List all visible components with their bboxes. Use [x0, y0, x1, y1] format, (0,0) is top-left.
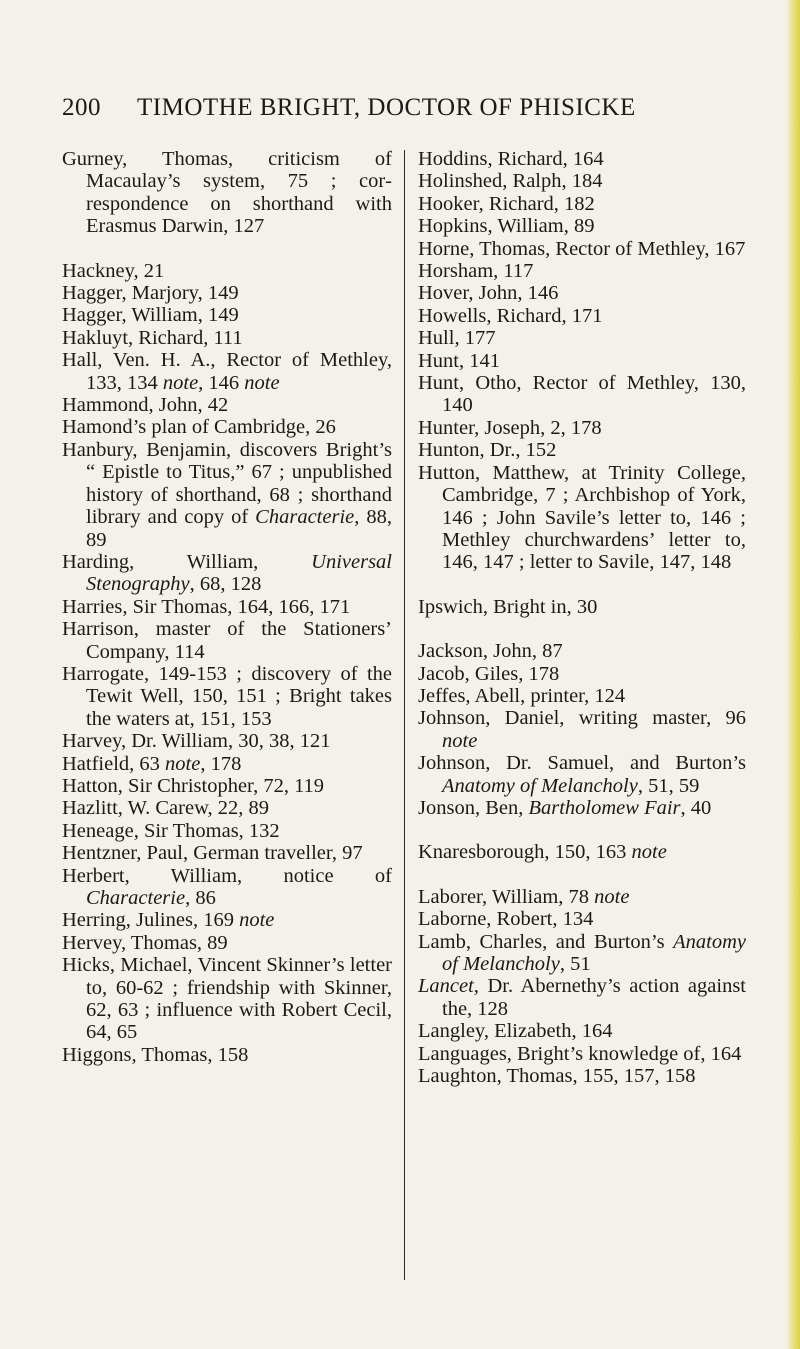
index-entry: Hagger, William, 149	[62, 304, 239, 327]
index-entry: Hover, John, 146	[418, 282, 559, 305]
index-entry: Hicks, Michael, Vincent Skinner’s letter to, 60-62 ; friendship with Skinner, 62, 63 ; influence with Robert Cecil, 64, 65	[62, 954, 392, 1044]
index-entry: Horsham, 117	[418, 260, 534, 283]
index-entry: Johnson, Daniel, writing master, 96 note	[418, 707, 746, 752]
index-entry: Hagger, Marjory, 149	[62, 282, 239, 305]
index-entry: Hanbury, Benjamin, discovers Bright’s “ Epistle to Titus,” 67 ; unpublished history of shorthand, 68 ; shorthand library and copy of Characterie, 88, 89	[62, 438, 392, 551]
index-entry: Horne, Thomas, Rector of Methley, 167	[418, 237, 746, 260]
index-entry: Hunt, 141	[418, 349, 500, 372]
index-entry: Hentzner, Paul, German traveller, 97	[62, 842, 363, 865]
index-entry: Hackney, 21	[62, 259, 165, 282]
index-entry: Hazlitt, W. Carew, 22, 89	[62, 797, 270, 820]
index-entry: Hervey, Thomas, 89	[62, 931, 228, 954]
index-entry: Laborer, William, 78 note	[418, 885, 630, 908]
column-divider	[404, 150, 405, 1280]
index-entry: Lancet, Dr. Abernethy’s action against the, 128	[418, 975, 746, 1020]
index-entry: Hatfield, 63 note, 178	[62, 752, 242, 775]
index-entry: Hooker, Richard, 182	[418, 192, 595, 215]
index-entry: Laughton, Thomas, 155, 157, 158	[418, 1065, 696, 1088]
index-entry: Hull, 177	[418, 327, 496, 350]
index-entry: Harrison, master of the Stationers’ Company, 114	[62, 618, 392, 663]
index-entry: Harries, Sir Thomas, 164, 166, 171	[62, 595, 351, 618]
page-edge	[786, 0, 800, 1349]
index-entry: Jacob, Giles, 178	[418, 662, 560, 685]
index-entry: Harrogate, 149-153 ; discovery of the Tewit Well, 150, 151 ; Bright takes the waters at, 151, 153	[62, 662, 392, 730]
running-header	[62, 94, 762, 122]
index-entry: Hunton, Dr., 152	[418, 439, 557, 462]
index-entry: Hakluyt, Richard, 111	[62, 326, 243, 349]
index-entry: Howells, Richard, 171	[418, 304, 603, 327]
index-entry: Hopkins, William, 89	[418, 215, 595, 238]
index-entry: Herring, Julines, 169 note	[62, 909, 275, 932]
index-entry: Hunt, Otho, Rector of Methley, 130, 140	[418, 372, 746, 417]
index-entry: Herbert, William, notice of Characterie, 86	[62, 864, 392, 909]
index-entry: Knaresborough, 150, 163 note	[418, 841, 667, 864]
index-entry: Languages, Bright’s knowledge of, 164	[418, 1042, 742, 1065]
index-entry: Heneage, Sir Thomas, 132	[62, 819, 280, 842]
index-entry: Hutton, Matthew, at Trinity College, Cambridge, 7 ; Archbishop of York, 146 ; John Savile’s letter to, 146 ; Methley churchwardens’ letter to, 146, 147 ; letter to Savile, 147, 148	[418, 461, 746, 574]
index-entry: Gurney, Thomas, criticism of Macaulay’s system, 75 ; correspondence on shorthand with Erasmus Darwin, 127	[62, 148, 392, 238]
index-column-right	[418, 148, 746, 1087]
page-number: 200	[62, 94, 101, 121]
index-column-left	[62, 148, 392, 1066]
running-title: TIMOTHE BRIGHT, DOCTOR OF PHISICKE	[137, 94, 636, 121]
index-entry: Lamb, Charles, and Burton’s Anatomy of Melancholy, 51	[418, 930, 746, 975]
index-entry: Ipswich, Bright in, 30	[418, 595, 598, 618]
index-entry: Hatton, Sir Christopher, 72, 119	[62, 774, 325, 797]
index-entry: Hunter, Joseph, 2, 178	[418, 416, 602, 439]
index-entry: Jackson, John, 87	[418, 640, 563, 663]
index-entry: Jeffes, Abell, printer, 124	[418, 684, 626, 707]
index-entry: Hamond’s plan of Cambridge, 26	[62, 416, 336, 439]
index-entry: Holinshed, Ralph, 184	[418, 170, 603, 193]
index-entry: Laborne, Robert, 134	[418, 908, 594, 931]
index-entry: Hall, Ven. H. A., Rector of Methley, 133, 134 note, 146 note	[62, 349, 392, 394]
index-entry: Hoddins, Richard, 164	[418, 148, 604, 170]
index-entry: Harding, William, Universal Stenography, 68, 128	[62, 550, 392, 596]
index-entry: Jonson, Ben, Bartholomew Fair, 40	[418, 796, 712, 819]
index-entry: Harvey, Dr. William, 30, 38, 121	[62, 730, 331, 753]
index-entry: Langley, Elizabeth, 164	[418, 1020, 613, 1043]
index-entry: Hammond, John, 42	[62, 394, 229, 417]
index-entry: Johnson, Dr. Samuel, and Burton’s Anatomy of Melancholy, 51, 59	[418, 752, 746, 797]
index-entry: Higgons, Thomas, 158	[62, 1043, 249, 1066]
